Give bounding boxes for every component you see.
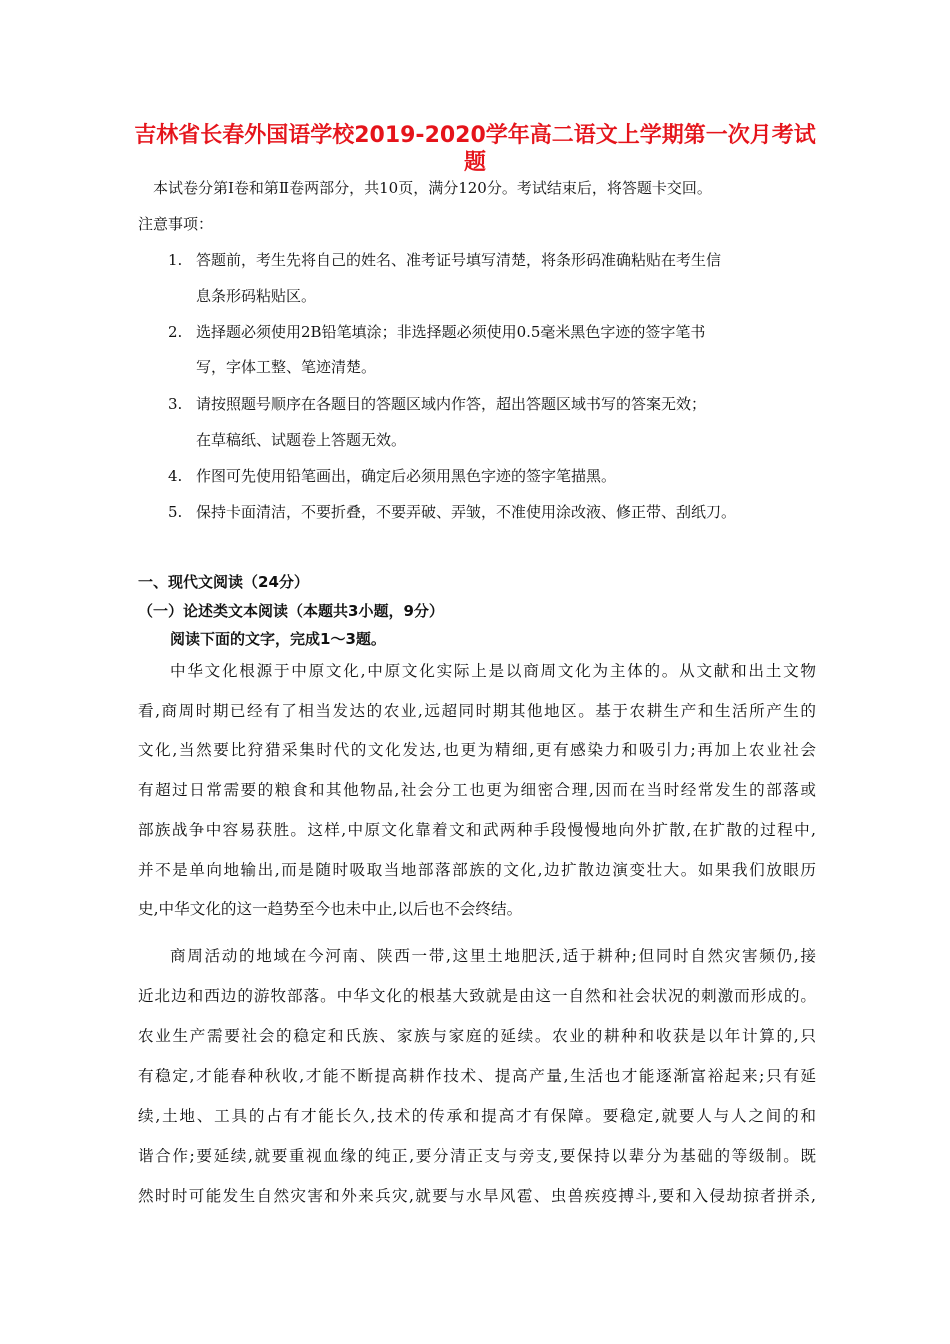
paragraph-line: 看,商周时期已经有了相当发达的农业,远超同时期其他地区。基于农耕生产和生活所产生的 (138, 702, 816, 720)
notice-number: 5. (168, 503, 183, 521)
notice-item: 选择题必须使用2B铅笔填涂；非选择题必须使用0.5毫米黑色字迹的签字笔书 (196, 323, 706, 341)
paragraph-line: 续,土地、工具的占有才能长久,技术的传承和提高才有保障。要稳定,就要人与人之间的和 (138, 1107, 816, 1125)
section-heading: 一、现代文阅读（24分） (138, 573, 309, 591)
notice-number: 1. (168, 251, 183, 269)
paragraph-line: 农业生产需要社会的稳定和氏族、家族与家庭的延续。农业的耕种和收获是以年计算的,只 (138, 1027, 816, 1045)
notice-number: 2. (168, 323, 183, 341)
paragraph-line: 谐合作;要延续,就要重视血缘的纯正,要分清正支与旁支,要保持以辈分为基础的等级制。既 (138, 1147, 816, 1165)
exam-title: 吉林省长春外国语学校2019-2020学年高二语文上学期第一次月考试 (134, 123, 816, 148)
paragraph-line: 史,中华文化的这一趋势至今也未中止,以后也不会终结。 (138, 900, 523, 918)
subsection-heading: （一）论述类文本阅读（本题共3小题，9分） (138, 602, 444, 620)
reading-instruction: 阅读下面的文字，完成1～3题。 (170, 630, 386, 648)
exam-intro: 本试卷分第Ⅰ卷和第Ⅱ卷两部分，共10页，满分120分。考试结束后，将答题卡交回。 (153, 179, 712, 197)
paragraph-line: 文化,当然要比狩猎采集时代的文化发达,也更为精细,更有感染力和吸引力;再加上农业社会 (138, 741, 816, 759)
paragraph-line: 然时时可能发生自然灾害和外来兵灾,就要与水旱风雹、虫兽疾疫搏斗,要和入侵劫掠者拼杀, (138, 1187, 816, 1205)
notice-item: 请按照题号顺序在各题目的答题区域内作答，超出答题区域书写的答案无效； (196, 395, 707, 413)
paragraph-line: 部族战争中容易获胜。这样,中原文化靠着文和武两种手段慢慢地向外扩散,在扩散的过程中, (138, 821, 816, 839)
notice-number: 3. (168, 395, 183, 413)
paragraph-line: 有稳定,才能春种秋收,才能不断提高耕作技术、提高产量,生活也才能逐渐富裕起来;只有延 (138, 1067, 816, 1085)
notice-item-continued: 写，字体工整、笔迹清楚。 (196, 358, 377, 376)
paragraph-line: 近北边和西边的游牧部落。中华文化的根基大致就是由这一自然和社会状况的刺激而形成的。 (138, 987, 816, 1005)
notice-number: 4. (168, 467, 183, 485)
notice-heading: 注意事项： (138, 215, 214, 233)
notice-item: 保持卡面清洁，不要折叠，不要弄破、弄皱，不准使用涂改液、修正带、刮纸刀。 (196, 503, 737, 521)
paragraph-line: 有超过日常需要的粮食和其他物品,社会分工也更为细密合理,因而在当时经常发生的部落或 (138, 781, 816, 799)
paragraph-line: 商周活动的地域在今河南、陕西一带,这里土地肥沃,适于耕种;但同时自然灾害频仍,接 (170, 947, 816, 965)
notice-item-continued: 息条形码粘贴区。 (196, 287, 317, 305)
paragraph-line: 并不是单向地输出,而是随时吸取当地部落部族的文化,边扩散边演变壮大。如果我们放眼历 (138, 861, 816, 879)
paragraph-line: 中华文化根源于中原文化,中原文化实际上是以商周文化为主体的。从文献和出土文物 (170, 662, 816, 680)
notice-item: 作图可先使用铅笔画出，确定后必须用黑色字迹的签字笔描黑。 (196, 467, 617, 485)
notice-item-continued: 在草稿纸、试题卷上答题无效。 (196, 431, 407, 449)
exam-title-continued: 题 (463, 150, 486, 175)
notice-item: 答题前，考生先将自己的姓名、准考证号填写清楚，将条形码准确粘贴在考生信 (196, 251, 722, 269)
